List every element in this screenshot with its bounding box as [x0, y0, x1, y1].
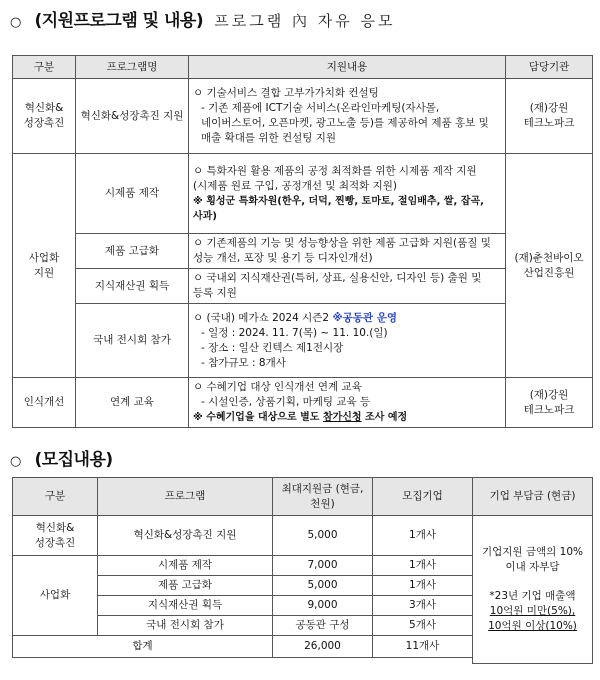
section1-heading	[10, 6, 395, 31]
header-content: 지원내용	[189, 56, 506, 79]
content-line: - 일정 : 2024. 11. 7(목) ~ 11. 10.(일)	[201, 326, 388, 339]
burden-note-2: 10억원 미만(5%),	[489, 605, 576, 617]
section1-title: (지원프로그램 및 내용)	[34, 11, 204, 31]
org-cell: (재)춘천바이오 산업진흥원	[506, 154, 593, 378]
total-amount: 26,000	[273, 636, 373, 658]
amount-cell: 7,000	[273, 556, 373, 576]
program-cell: 시제품 제작	[76, 154, 189, 234]
count-cell: 5개사	[373, 616, 473, 636]
burden-note: *23년 기업 매출액	[489, 590, 576, 602]
header-org: 담당기관	[506, 56, 593, 79]
category-cell: 혁신화& 성장촉진	[13, 79, 76, 154]
content-sub: - 기존 제품에 ICT기술 서비스(온라인마케팅(자사몰, 네이버스토어, 오픈마켓, 광고노출 등)를 제공하여 제품 홍보 및 매출 확대를 위한 컨설팅 지원	[201, 102, 489, 144]
section2-heading	[10, 445, 113, 470]
header-burden: 기업 부담금 (현금)	[473, 478, 593, 516]
content-cell: ㅇ 기존제품의 기능 및 성능향상을 위한 제품 고급화 지원(품질 및 성능 개선, 포장 및 용기 등 디자인개선)	[189, 234, 506, 269]
table-row	[13, 79, 593, 154]
content-note: ※ 횡성군 특화자원(한우, 더덕, 찐빵, 토마토, 절임배추, 쌀, 잡곡, 사과)	[193, 195, 484, 222]
content-main: ㅇ 수혜기업 대상 인식개선 연계 교육	[193, 381, 362, 393]
amount-cell: 5,000	[273, 576, 373, 596]
content-note-part: ※ 수혜기업을 대상으로 별도	[193, 412, 323, 423]
amount-cell: 5,000	[273, 516, 373, 556]
table-header-row	[13, 478, 593, 516]
header-category: 구분	[13, 56, 76, 79]
program-cell: 제품 고급화	[98, 576, 273, 596]
table-header-row	[13, 56, 593, 79]
section1-subtitle: 프로그램 內 자유 응모	[214, 12, 396, 30]
content-line: - 참가규모 : 8개사	[201, 356, 286, 369]
program-cell: 지식재산권 획득	[98, 596, 273, 616]
header-category: 구분	[13, 478, 98, 516]
table-row	[13, 516, 593, 556]
content-cell	[189, 378, 506, 428]
content-main	[193, 311, 501, 326]
total-label: 합계	[13, 636, 273, 658]
total-count: 11개사	[373, 636, 473, 658]
header-program: 프로그램	[98, 478, 273, 516]
burden-cell	[473, 516, 593, 664]
program-cell: 지식재산권 획득	[76, 269, 189, 304]
burden-note-3: 10억원 이상(10%)	[488, 620, 577, 632]
amount-cell: 공동관 구성	[273, 616, 373, 636]
count-cell: 1개사	[373, 516, 473, 556]
org-cell: (재)강원 테크노파크	[506, 378, 593, 428]
category-cell: 사업화	[13, 556, 98, 636]
content-main-text: ㅇ (국내) 메가쇼 2024 시즌2	[193, 311, 330, 324]
content-cell: ㅇ 국내외 지식재산권(특허, 상표, 실용신안, 디자인 등) 출원 및 등록 지원	[189, 269, 506, 304]
program-cell: 혁신화&성장촉진 지원	[76, 79, 189, 154]
program-cell: 시제품 제작	[98, 556, 273, 576]
content-blue-note: ※공동관 운영	[332, 311, 398, 324]
content-note-underlined: 참가신청	[322, 412, 362, 423]
count-cell: 1개사	[373, 556, 473, 576]
content-main: ㅇ 특화자원 활용 제품의 공정 최적화를 위한 시제품 제작 지원(시제품 원료 구입, 공정개선 및 최적화 지원)	[193, 164, 477, 192]
count-cell: 1개사	[373, 576, 473, 596]
section2-title: (모집내용)	[34, 450, 113, 470]
content-sub: - 시설인증, 상품기획, 마케팅 교육 등	[201, 396, 371, 408]
content-main: ㅇ 기술서비스 결합 고부가가치화 컨설팅	[193, 87, 379, 99]
program-cell: 혁신화&성장촉진 지원	[98, 516, 273, 556]
program-cell: 제품 고급화	[76, 234, 189, 269]
category-cell: 사업화 지원	[13, 154, 76, 378]
burden-main: 기업지원 금액의 10% 이내 자부담	[481, 546, 583, 573]
header-recruit-count: 모집기업	[373, 478, 473, 516]
content-note	[193, 410, 501, 425]
header-program: 프로그램명	[76, 56, 189, 79]
org-cell: (재)강원 테크노파크	[506, 79, 593, 154]
category-cell: 인식개선	[13, 378, 76, 428]
content-cell	[189, 154, 506, 234]
program-cell: 국내 전시회 참가	[76, 304, 189, 378]
count-cell: 3개사	[373, 596, 473, 616]
amount-cell: 9,000	[273, 596, 373, 616]
table-row	[13, 154, 593, 234]
section2-bullet: ○	[10, 454, 22, 469]
content-cell	[189, 304, 506, 378]
content-note-part: 조사 예정	[361, 412, 408, 423]
support-program-table	[12, 55, 593, 428]
category-cell: 혁신화& 성장촉진	[13, 516, 98, 556]
content-cell	[189, 79, 506, 154]
section1-bullet: ○	[10, 15, 22, 30]
program-cell: 연계 교육	[76, 378, 189, 428]
content-line: - 장소 : 일산 킨텍스 제1전시장	[201, 341, 344, 354]
program-cell: 국내 전시회 참가	[98, 616, 273, 636]
recruitment-table	[12, 477, 593, 664]
table-row	[13, 378, 593, 428]
header-max-amount: 최대지원금 (현금, 천원)	[273, 478, 373, 516]
